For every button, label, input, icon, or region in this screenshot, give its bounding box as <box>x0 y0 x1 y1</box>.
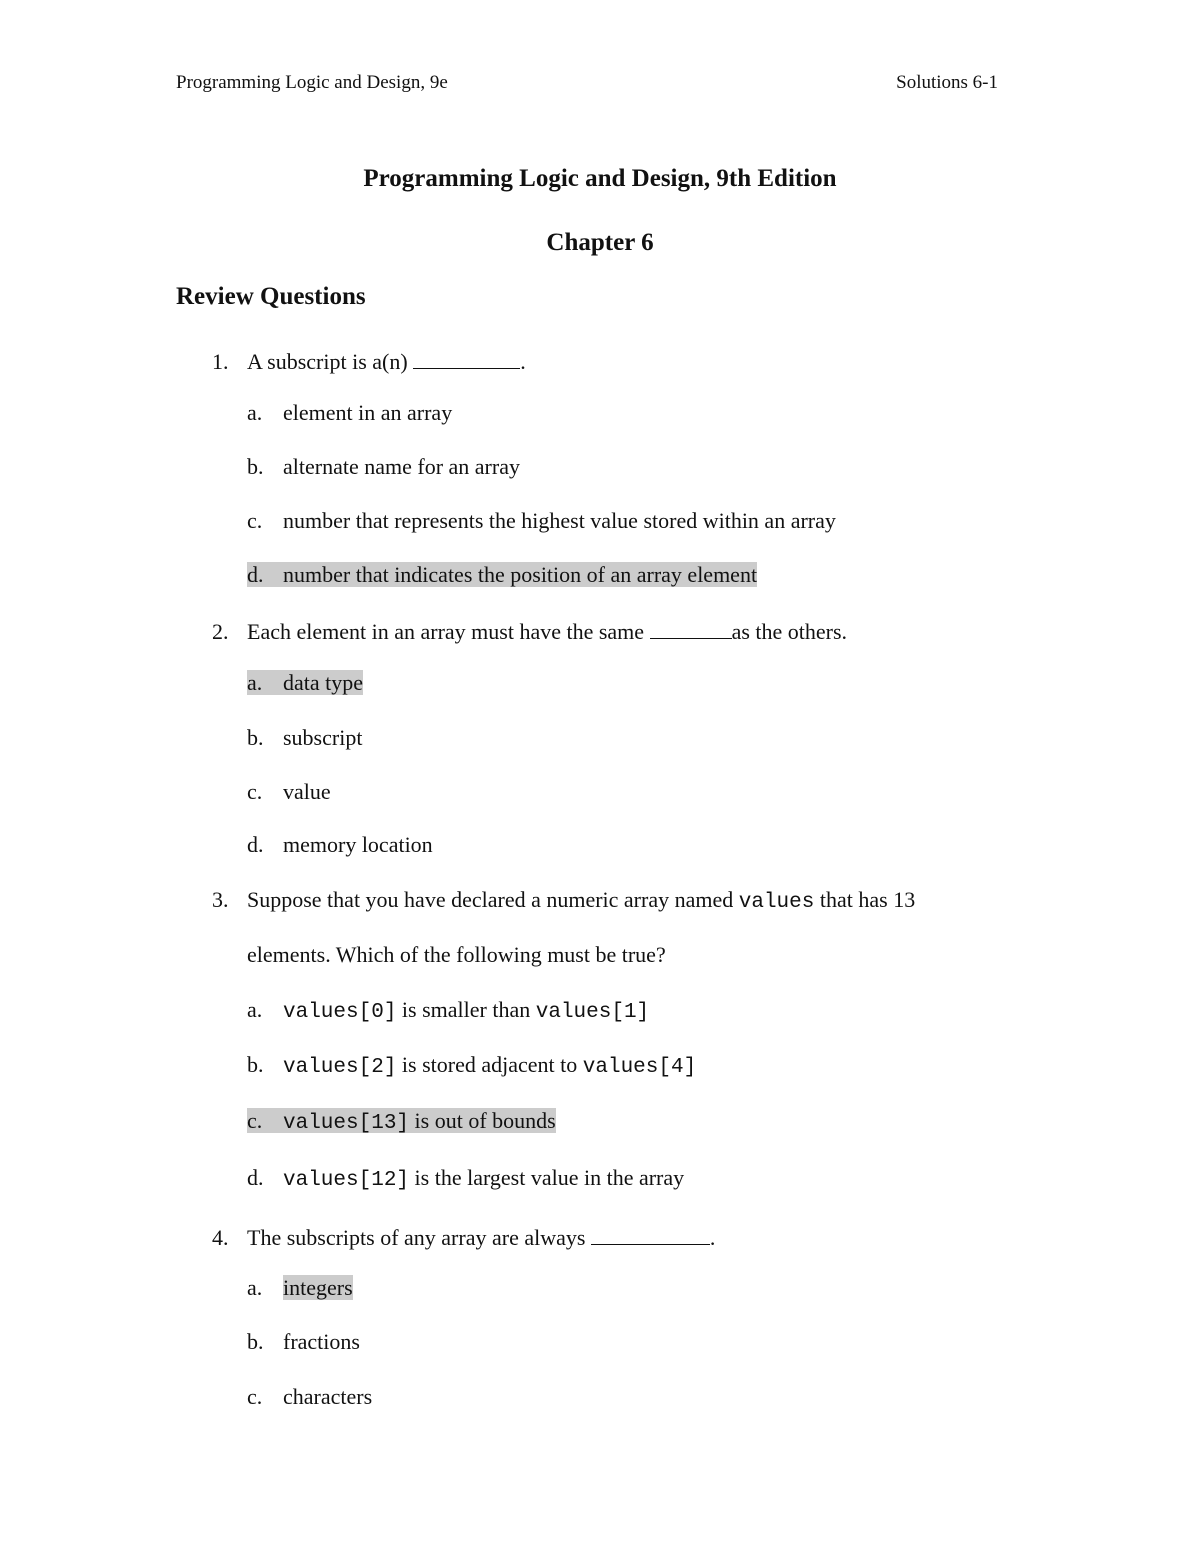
option-1c: c. number that represents the highest value stored within an array <box>247 508 836 533</box>
chapter-title: Chapter 6 <box>546 229 654 256</box>
section-heading: Review Questions <box>176 283 366 310</box>
option-3c-highlighted: c. values[13] is out of bounds <box>247 1108 556 1135</box>
option-2d: d. memory location <box>247 832 433 857</box>
option-3d: d. values[12] is the largest value in the array <box>247 1165 685 1192</box>
question-3: 3. Suppose that you have declared a numeric array named values that has 13 <box>212 887 916 914</box>
question-text: A subscript is a(n) <box>247 349 414 374</box>
question-1: 1. A subscript is a(n) . <box>212 344 526 374</box>
question-4: 4. The subscripts of any array are always . <box>212 1220 715 1250</box>
question-number: 4. <box>212 1225 229 1250</box>
answer-blank <box>591 1220 710 1245</box>
option-2b: b. subscript <box>247 725 363 750</box>
question-3-continued: elements. Which of the following must be true? <box>247 942 666 967</box>
option-1b: b. alternate name for an array <box>247 454 520 479</box>
option-1d-highlighted: d. number that indicates the position of an array element <box>247 562 758 587</box>
document-title: Programming Logic and Design, 9th Edition <box>363 165 837 192</box>
option-4c: c. characters <box>247 1384 373 1409</box>
question-number: 3. <box>212 887 229 912</box>
question-number: 1. <box>212 349 229 374</box>
option-2a-highlighted: a. data type <box>247 670 364 695</box>
running-header-page: Solutions 6-1 <box>896 72 998 93</box>
running-header-title: Programming Logic and Design, 9e <box>176 72 448 93</box>
option-4b: b. fractions <box>247 1329 360 1354</box>
answer-blank <box>650 614 732 639</box>
question-text: Suppose that you have declared a numeric array named <box>247 887 739 912</box>
question-text: Each element in an array must have the same <box>247 619 650 644</box>
option-3a: a. values[0] is smaller than values[1] <box>247 997 650 1024</box>
option-4a-highlighted: a. integers <box>247 1275 353 1300</box>
question-number: 2. <box>212 619 229 644</box>
question-2: 2. Each element in an array must have the same as the others. <box>212 614 847 644</box>
question-text: The subscripts of any array are always <box>247 1225 591 1250</box>
option-3b: b. values[2] is stored adjacent to values[4] <box>247 1052 697 1079</box>
answer-blank <box>413 344 520 369</box>
option-2c: c. value <box>247 779 331 804</box>
code-values: values <box>738 891 815 914</box>
option-1a: a. element in an array <box>247 400 453 425</box>
